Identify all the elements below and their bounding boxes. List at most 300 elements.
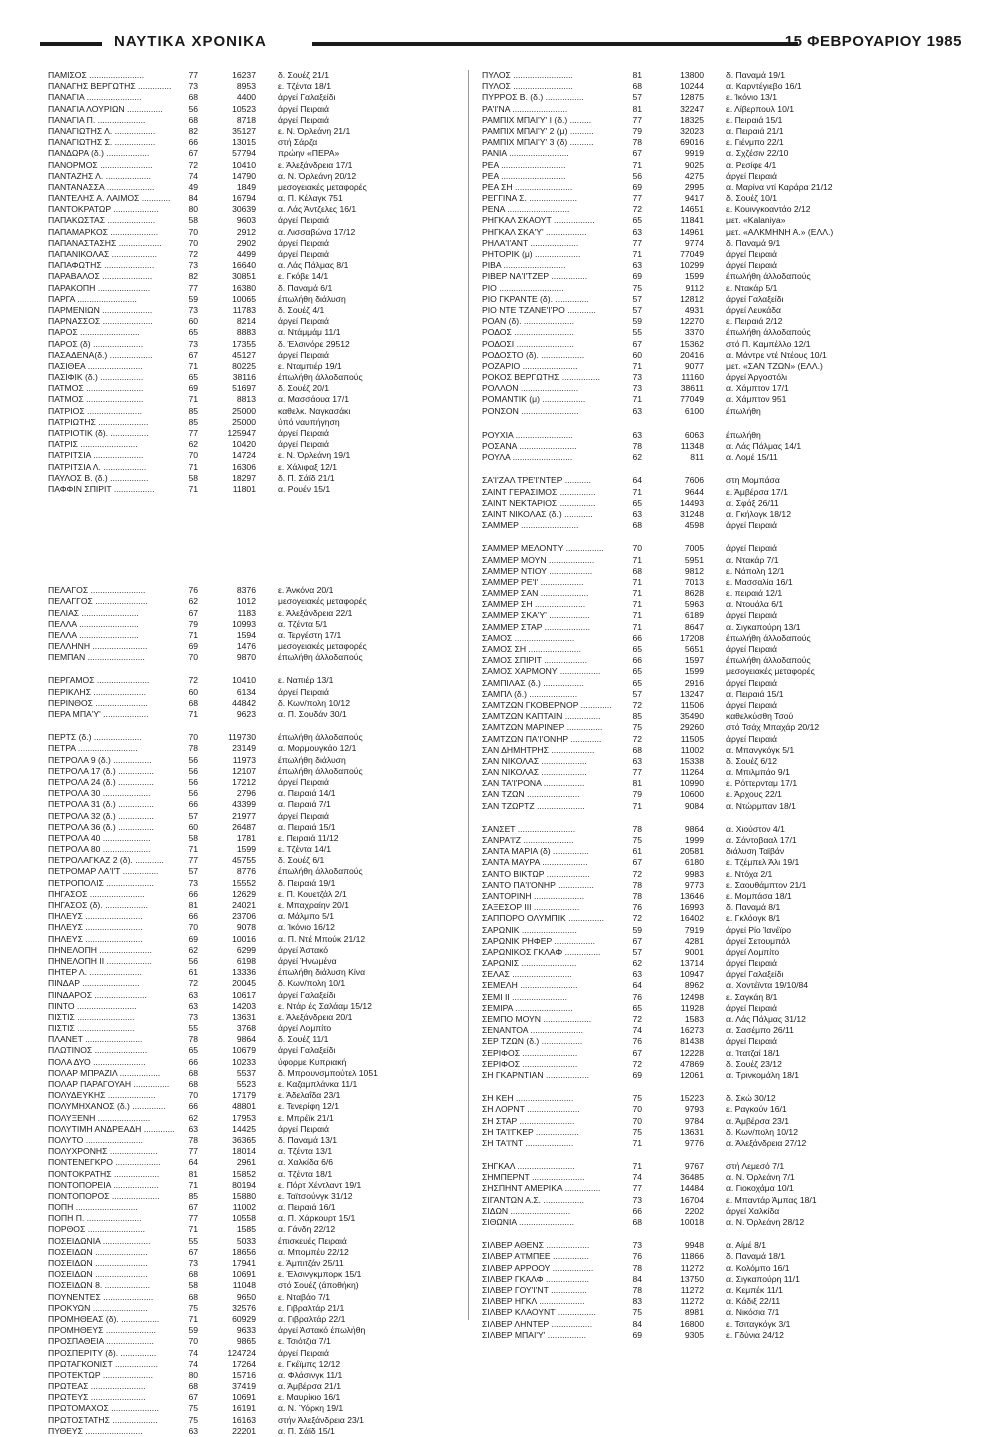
ship-name: ΠΑΦΦΙΝ ΣΠΙΡΙΤ ................. [48, 483, 155, 494]
ship-name: ΣΙΘΩΝΙΑ ....................... [482, 1217, 574, 1227]
build-year: 56 [632, 170, 642, 181]
ship-name: ΠΟΣΕΙΔΩΝ ...................... [48, 1246, 148, 1257]
ship-row [482, 327, 940, 338]
ship-status: α. Γιβραλτάρ 22/1 [278, 1313, 346, 1324]
build-year: 65 [632, 666, 642, 677]
ship-row [48, 945, 488, 956]
ship-row [482, 947, 940, 958]
ship-row [48, 417, 488, 428]
tonnage: 20416 [680, 349, 704, 360]
tonnage: 43399 [232, 799, 256, 810]
ship-name: ΠΡΟΚΥΩΝ ....................... [48, 1302, 148, 1313]
ship-row [482, 1330, 940, 1341]
tonnage: 9077 [684, 360, 704, 371]
ship-name: ΣΙΓΑΝΤΩΝ Α.Σ. ................. [482, 1194, 585, 1205]
build-year: 71 [188, 709, 198, 719]
build-year: 67 [188, 1246, 198, 1257]
ship-row [48, 148, 488, 159]
ship-status: α. Πειραιά 16/1 [278, 1202, 336, 1213]
ship-row [482, 588, 940, 599]
ship-status: άργεί Πειραιά [726, 958, 777, 969]
ship-name: ΣΑΜΟΣ ΣΗ ...................... [482, 644, 582, 654]
build-year: 58 [188, 472, 198, 483]
ship-status: ε. Πόρτ Χέντλαντ 19/1 [278, 1179, 362, 1190]
ship-status: ε. Γκλόογκ 8/1 [726, 913, 781, 924]
ship-status: ε. Ντόχα 2/1 [726, 868, 773, 879]
build-year: 78 [632, 890, 642, 901]
ship-status: έπωλήθη άλλοδαπούς [278, 372, 363, 383]
tonnage: 9864 [684, 823, 704, 834]
build-year: 70 [632, 1104, 642, 1115]
tonnage: 1781 [236, 832, 256, 843]
ship-status: έπωλήθη άλλοδαπούς [278, 652, 363, 663]
ship-row [482, 227, 940, 238]
ship-status: ε. Ραγκούν 16/1 [726, 1104, 787, 1115]
build-year: 65 [632, 677, 642, 688]
tonnage: 45127 [232, 349, 256, 360]
ship-name: ΣΑΡΩΝΙΚ ....................... [482, 924, 577, 935]
tonnage: 16306 [232, 461, 256, 472]
ship-row [48, 585, 488, 596]
tonnage: 8214 [236, 316, 256, 327]
ship-status: έπωλήθη διάλυση Κίνα [278, 967, 366, 978]
ship-name: ΣΕΜΕΛΗ ........................ [482, 980, 578, 991]
ship-row [48, 990, 488, 1001]
tonnage: 17941 [232, 1258, 256, 1268]
build-year: 60 [632, 349, 642, 360]
ship-name: ΡΟΖΑΡΙΟ ....................... [482, 360, 578, 371]
tonnage: 8628 [684, 588, 704, 599]
ship-status: ε. Τσιότζια 7/1 [278, 1336, 331, 1347]
ship-name: ΠΛΩΤΙΝΟΣ ...................... [48, 1045, 148, 1056]
ship-name: ΠΑΡΟΣ (δ) ..................... [48, 338, 144, 349]
build-year: 79 [632, 789, 642, 800]
tonnage: 32023 [680, 125, 704, 136]
build-year: 60 [188, 821, 198, 832]
tonnage: 1476 [236, 641, 256, 652]
ship-status: α. Τρινκομάλη 18/1 [726, 1069, 800, 1080]
ship-status: μετ. «ΑΛΚΜΗΝΗ Α.» (ΕΛΛ.) [726, 226, 834, 237]
ship-name: ΠΕΤΡΟΛΑ 17 (δ.) ............... [48, 765, 154, 776]
ship-row [482, 891, 940, 902]
ship-name: ΣΕΡΙΦΟΣ ....................... [482, 1047, 578, 1058]
tonnage: 1585 [236, 1224, 256, 1235]
build-year: 71 [188, 461, 198, 472]
build-year: 68 [188, 1067, 198, 1078]
ship-status: α. Τζέντα 18/1 [278, 1168, 333, 1179]
build-year: 68 [632, 565, 642, 576]
tonnage: 80225 [232, 360, 256, 371]
build-year: 84 [188, 193, 198, 204]
build-year: 65 [188, 1045, 198, 1056]
ship-name: ΠΑΝΤΑΝΑΣΣΑ .................... [48, 181, 155, 192]
build-year: 81 [632, 70, 642, 80]
build-year: 76 [632, 1251, 642, 1262]
ship-name: ΣΑΜΜΕΡ ΣΗ ..................... [482, 599, 586, 610]
build-year: 78 [632, 137, 642, 148]
ship-row [482, 566, 940, 577]
tonnage: 5963 [684, 599, 704, 610]
build-year: 72 [632, 733, 642, 744]
ship-name: ΠΑΡΑΒΑΛΟΣ ..................... [48, 271, 153, 282]
ship-status: ε. Τζέντα 14/1 [278, 844, 331, 855]
tonnage: 5033 [236, 1235, 256, 1246]
ship-group [48, 70, 488, 495]
ship-status: α. Ν. Όρλεάνη 7/1 [726, 1172, 795, 1183]
ship-name: ΠΕΡΙΚΛΗΣ ...................... [48, 686, 146, 697]
ship-name: ΣΑΜΤΖΩΝ ΜΑΡΙΝΕΡ ............... [482, 722, 603, 733]
ship-row [48, 641, 488, 652]
ship-name: ΣΑΝΤΟ ΠΑ'Ι'ΟΝΗΡ ............... [482, 879, 594, 890]
ship-row [48, 1113, 488, 1124]
ship-status: α. Χιούστον 4/1 [726, 823, 785, 834]
ship-name: ΣΑΜΜΕΡ ΜΟΥΝ ................... [482, 554, 595, 565]
ship-row [48, 1336, 488, 1347]
ship-group [482, 70, 940, 417]
ship-row [482, 1070, 940, 1081]
build-year: 71 [632, 159, 642, 170]
build-year: 58 [188, 215, 198, 226]
ship-status: ε. Ταϊτσούνγκ 31/12 [278, 1190, 353, 1201]
ship-name: ΠΕΡΤΣ (δ.) .................... [48, 732, 142, 743]
ship-row [48, 1034, 488, 1045]
tonnage: 6189 [684, 610, 704, 621]
tonnage: 10600 [680, 789, 704, 800]
ship-name: ΡΟΔΟΣ ......................... [482, 327, 574, 338]
tonnage: 1583 [684, 1014, 704, 1024]
ship-row [482, 1138, 940, 1149]
build-year: 81 [188, 1168, 198, 1179]
ship-row [482, 1195, 940, 1206]
tonnage: 16237 [232, 70, 256, 80]
tonnage: 11264 [680, 767, 704, 778]
ship-name: ΠΡΩΤΕΥΣ ....................... [48, 1392, 146, 1403]
build-year: 77 [188, 428, 198, 438]
tonnage: 18014 [232, 1146, 256, 1157]
tonnage: 36365 [232, 1134, 256, 1145]
tonnage: 18297 [232, 472, 256, 483]
build-year: 78 [188, 1034, 198, 1045]
tonnage: 11928 [680, 1002, 704, 1013]
ship-name: ΡΟΚΟΣ ΒΕΡΓΩΤΗΣ ................ [482, 372, 600, 383]
ship-name: ΣΕΡΙΦΟΣ ....................... [482, 1058, 578, 1069]
ship-status: άργεί Λευκάδα [726, 304, 781, 315]
build-year: 57 [632, 304, 642, 315]
ship-name: ΠΟΛΥΧΡΟΝΗΣ .................... [48, 1146, 158, 1157]
tonnage: 12875 [680, 92, 704, 103]
ship-name: ΠΑΤΡΙΤΣΙΑ ..................... [48, 450, 144, 461]
ship-name: ΠΑΝΑΓΙΩΤΗΣ Σ. ................. [48, 137, 156, 148]
ship-status: δ. Σουέζ 23/12 [726, 1058, 782, 1069]
build-year: 71 [188, 629, 198, 640]
ship-name: ΠΟΝΤΕΝΕΓΚΡΟ ................... [48, 1157, 161, 1168]
build-year: 56 [188, 788, 198, 799]
ship-status: άργεί Πειραιά [278, 349, 329, 360]
ship-name: ΠΕΤΡΟΛΑ 32 (δ.) ............... [48, 810, 154, 821]
tonnage: 10410 [232, 159, 256, 170]
tonnage: 12629 [232, 888, 256, 899]
ship-status: α. Μορμουγκάο 12/1 [278, 743, 357, 754]
ship-status: άργεί Ρίο Ίανέϊρο [726, 924, 792, 935]
build-year: 71 [632, 1161, 642, 1172]
ship-name: ΠΑΥΛΟΣ Β. (δ.) ................ [48, 472, 149, 483]
ship-row [48, 608, 488, 619]
ship-status: α. Ρεσίφε 4/1 [726, 159, 777, 170]
ship-status: δ. Κων/πολη 10/12 [278, 697, 350, 708]
ship-name: ΣΑΜΠΙΛΑΣ (δ.) ................. [482, 677, 584, 688]
ship-status: ε. Κουινγκοαντάο 2/12 [726, 204, 811, 215]
ship-status: μεσογειακές μεταφορές [726, 666, 815, 677]
ship-status: ε. Λίβερπουλ 10/1 [726, 103, 795, 114]
ship-name: ΡΙΟ ΝΤΕ ΤΖΑΝΕ'Ι'ΡΟ ............ [482, 304, 596, 315]
tonnage: 13015 [232, 137, 256, 148]
ship-row [48, 361, 488, 372]
ship-status: α. Π. Χάρκουρτ 15/1 [278, 1213, 356, 1224]
build-year: 75 [632, 1307, 642, 1318]
ship-name: ΠΕΛΙΑΣ ........................ [48, 607, 139, 618]
ship-status: στη Μομπάσα [726, 475, 780, 486]
ship-name: ΠΕΤΡΟΛΑ 9 (δ.) ................ [48, 754, 152, 765]
tonnage: 6100 [684, 405, 704, 416]
build-year: 58 [188, 1280, 198, 1291]
ship-row [48, 922, 488, 933]
build-year: 64 [188, 1157, 198, 1168]
tonnage: 8776 [236, 866, 256, 877]
ship-status: ε. Ρόττερνταμ 17/1 [726, 778, 798, 789]
ship-row [482, 81, 940, 92]
tonnage: 9025 [684, 159, 704, 170]
tonnage: 12812 [680, 293, 704, 304]
tonnage: 17953 [232, 1112, 256, 1123]
tonnage: 16191 [232, 1403, 256, 1414]
tonnage: 47869 [680, 1058, 704, 1069]
tonnage: 16402 [680, 913, 704, 924]
ship-name: ΠΙΝΤΟ ......................... [48, 1000, 137, 1011]
tonnage: 13646 [680, 890, 704, 901]
tonnage: 8813 [236, 394, 256, 405]
build-year: 68 [188, 1291, 198, 1302]
ship-row [48, 619, 488, 630]
tonnage: 9784 [684, 1115, 704, 1126]
build-year: 55 [188, 1023, 198, 1034]
ship-row [48, 1157, 488, 1168]
tonnage: 15716 [232, 1369, 256, 1380]
ship-row [482, 361, 940, 372]
build-year: 66 [188, 1101, 198, 1112]
ship-row [48, 249, 488, 260]
tonnage: 4275 [684, 170, 704, 181]
ship-row [482, 633, 940, 644]
tonnage: 125947 [227, 428, 256, 438]
ship-row [482, 294, 940, 305]
ship-row [48, 383, 488, 394]
build-year: 56 [188, 754, 198, 765]
ship-name: ΡΟΣΑΝΑ ........................ [482, 441, 577, 451]
tonnage: 9078 [236, 922, 256, 933]
build-year: 74 [188, 1358, 198, 1369]
ship-row [482, 980, 940, 991]
ship-status: α. Χάμπτον 17/1 [726, 383, 789, 394]
build-year: 77 [632, 193, 642, 204]
tonnage: 16163 [232, 1414, 256, 1425]
build-year: 83 [632, 1296, 642, 1307]
ship-name: ΠΟΛΥΔΕΥΚΗΣ .................... [48, 1090, 156, 1101]
ship-status: δ. Πειραιά 19/1 [278, 877, 336, 888]
build-year: 63 [632, 969, 642, 980]
build-year: 73 [632, 1194, 642, 1205]
ship-name: ΣΑ'Ι'ΖΑΛ ΤΡΕ'Ι'ΝΤΕΡ ........... [482, 475, 591, 486]
build-year: 73 [632, 1240, 642, 1251]
build-year: 67 [188, 349, 198, 360]
ship-name: ΠΕΛΑΓΟΣ ....................... [48, 585, 146, 596]
ship-row [482, 215, 940, 226]
ship-row [48, 698, 488, 709]
build-year: 78 [188, 743, 198, 754]
build-year: 69 [188, 641, 198, 652]
ship-row [48, 1079, 488, 1090]
build-year: 65 [632, 215, 642, 226]
build-year: 70 [632, 1115, 642, 1126]
ship-row [48, 1236, 488, 1247]
ship-row [48, 799, 488, 810]
ship-name: ΠΕΤΡΟΛΑ 31 (δ.) ............... [48, 799, 154, 810]
tonnage: 10523 [232, 103, 256, 114]
tonnage: 1183 [237, 607, 256, 618]
tonnage: 10691 [232, 1269, 256, 1280]
build-year: 65 [632, 1002, 642, 1013]
tonnage: 15552 [232, 877, 256, 888]
ship-status: δ. Παναμά 18/1 [726, 1251, 786, 1262]
ship-name: ΠΑΝΤΕΛΗΣ Α. ΛΑΙΜΟΣ ............ [48, 193, 171, 204]
ship-row [48, 788, 488, 799]
ship-name: ΡΟΜΑΝΤΙΚ (μ) .................. [482, 394, 586, 405]
ship-name: ΣΙΛΒΕΡ Α'Ι'ΜΠΕΕ ............... [482, 1251, 589, 1262]
tonnage: 44842 [232, 697, 256, 708]
build-year: 73 [188, 260, 198, 271]
ship-status: α. Άλεξάνδρεια 27/12 [726, 1137, 807, 1148]
ship-group [482, 543, 940, 812]
tonnage: 9776 [684, 1137, 704, 1148]
ship-row [482, 249, 940, 260]
build-year: 74 [188, 170, 198, 181]
build-year: 68 [632, 744, 642, 755]
left-column [48, 70, 488, 1437]
ship-status: δ. Παναμά 9/1 [726, 237, 781, 248]
ship-status: άργεί Ήνωμένα [278, 955, 337, 966]
ship-status: μετ. «Kalaniya» [726, 215, 786, 226]
ship-row [482, 271, 940, 282]
ship-name: ΠΕΤΡΟΜΑΡ ΛΑ'Ι'Τ ............... [48, 866, 159, 877]
ship-row [482, 104, 940, 115]
ship-status: ε. Άλεξάνδρεια 20/1 [278, 1011, 353, 1022]
ship-status: στό Τσάχ Μπαχάρ 20/12 [726, 722, 820, 733]
ship-row [48, 1381, 488, 1392]
ship-row [482, 1285, 940, 1296]
ship-name: ΡΗΤΟΡΙΚ (μ) ................... [482, 249, 581, 259]
tonnage: 9305 [684, 1329, 704, 1340]
build-year: 66 [188, 799, 198, 810]
ship-name: ΣΑΡΩΝΙΣ ....................... [482, 958, 577, 969]
ship-row [482, 204, 940, 215]
build-year: 75 [632, 1093, 642, 1104]
build-year: 75 [188, 1302, 198, 1313]
ship-name: ΠΟΠΗ .......................... [48, 1202, 138, 1213]
ship-name: ΠΗΛΕΥΣ ........................ [48, 911, 143, 922]
tonnage: 2961 [236, 1157, 256, 1168]
ship-name: ΣΑΜΜΕΡ ΝΤΙΟΥ .................. [482, 565, 593, 576]
build-year: 69 [188, 383, 198, 394]
ship-status: ε. Μασσαλία 16/1 [726, 576, 793, 587]
ship-status: έπωλήθη [726, 429, 761, 440]
build-year: 64 [632, 980, 642, 991]
ship-status: α. Καρντέγιεβο 16/1 [726, 81, 802, 92]
ship-name: ΣΑΜΜΕΡ ........................ [482, 520, 579, 531]
ship-status: α. Φλάσινγκ 11/1 [278, 1369, 343, 1380]
ship-row [48, 833, 488, 844]
ship-status: α. Ντακάρ 7/1 [726, 554, 779, 565]
tonnage: 10233 [232, 1056, 256, 1067]
ship-status: ε. Ναπιέρ 13/1 [278, 675, 334, 686]
ship-status: ε. Ντάρ ές Σαλάαμ 15/12 [278, 1000, 372, 1011]
build-year: 75 [188, 1403, 198, 1414]
ship-status: άργεί Πειραιά [278, 1347, 329, 1358]
ship-name: ΠΗΛΕΥΣ ........................ [48, 922, 143, 933]
ship-name: ΠΑΡΓΑ ......................... [48, 293, 137, 304]
ship-status: άργεί Πειραιά [726, 543, 777, 554]
build-year: 57 [632, 946, 642, 957]
tonnage: 17208 [680, 632, 704, 643]
tonnage: 124724 [227, 1347, 256, 1358]
tonnage: 11866 [680, 1251, 704, 1262]
ship-status: καθελκ. Ναγκασάκι [278, 405, 351, 416]
ship-row [48, 1213, 488, 1224]
ship-row [48, 1292, 488, 1303]
ship-row [482, 193, 940, 204]
ship-status: άργεί Λομπίτο [278, 1023, 332, 1034]
ship-status: α. Σιγκαπούρη 11/1 [726, 1273, 800, 1284]
ship-name: ΡΑ'Ι'ΝΑ ....................... [482, 103, 568, 114]
tonnage: 1849 [236, 181, 256, 192]
ship-name: ΠΕΛΑΓΓΟΣ ...................... [48, 596, 148, 607]
ship-status: α. Γάνδη 22/12 [278, 1224, 336, 1235]
ship-status: ε. Νταβάο 7/1 [278, 1291, 331, 1302]
ship-row [482, 599, 940, 610]
ship-row [482, 958, 940, 969]
ship-name: ΠΕΤΡΟΛΑ 80 .................... [48, 844, 151, 855]
ship-name: ΠΑΝΤΑΖΗΣ Λ. ................... [48, 170, 152, 181]
ship-name: ΠΕΡΑ ΜΠΑ'Υ' ................... [48, 709, 149, 719]
tonnage: 18656 [232, 1246, 256, 1257]
build-year: 67 [632, 148, 642, 159]
build-year: 57 [632, 293, 642, 304]
ship-status: α. Νικόσια 7/1 [726, 1307, 780, 1318]
ship-row [482, 283, 940, 294]
ship-row [48, 1224, 488, 1235]
ship-name: ΡΟΝΣΟΝ ........................ [482, 405, 579, 416]
ship-row [48, 743, 488, 754]
tonnage: 4499 [236, 249, 256, 259]
ship-row [482, 869, 940, 880]
ship-name: ΡΟΑΝ (δ). ..................... [482, 316, 575, 327]
ship-row [48, 204, 488, 215]
ship-status: α. Μασσάουα 17/1 [278, 394, 350, 405]
ship-row [48, 70, 488, 81]
ship-row [482, 722, 940, 733]
ship-status: α. Ντουάλα 6/1 [726, 599, 784, 610]
ship-name: ΠΕΛΛΗΝΗ ....................... [48, 641, 148, 652]
ship-status: α. Χάμπτον 951 [726, 394, 787, 405]
ship-row [48, 1247, 488, 1258]
